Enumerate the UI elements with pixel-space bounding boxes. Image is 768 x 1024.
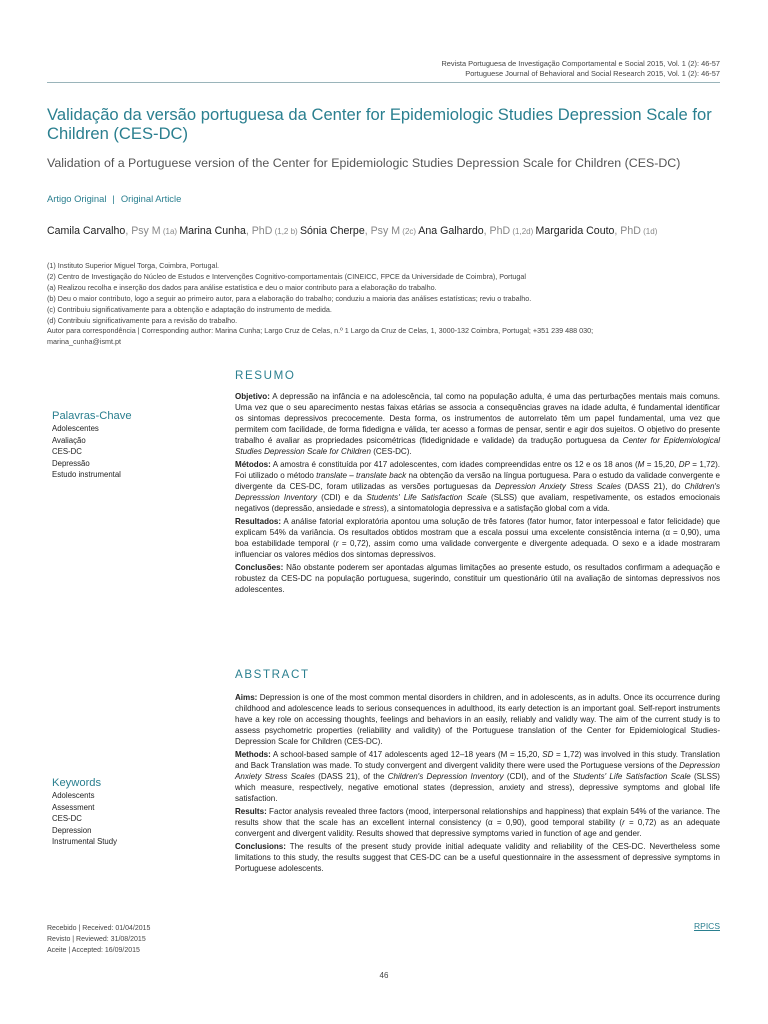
affiliation-line: (2) Centro de Investigação do Núcleo de Estudos e Intervenções Cognitivo-comportamentais (CINEICC, FPCE da Universidade de Coimbra), Portugal: [47, 271, 526, 281]
keyword: Adolescents: [52, 791, 95, 800]
keyword: Assessment: [52, 802, 95, 812]
affiliation-line: (d) Contribuiu significativamente para a revisão do trabalho.: [47, 315, 238, 325]
submission-dates: [47, 923, 150, 956]
keyword: Avaliação: [52, 435, 86, 445]
palavras-chave-title: Palavras-Chave: [52, 410, 132, 422]
resumo-heading: RESUMO: [235, 369, 296, 382]
article-type-separator: |: [112, 193, 115, 204]
resumo-resultados: Resultados: A análise fatorial exploratória apontou uma solução de três fatores (fator humor, fator interpessoal e fator felicidade) que explicam 54% da variância. Os resultados obtidos mostram que a escala possui uma excelente consistência interna (α = 0,90), uma boa estabilidade temporal (r = 0,72), assim como uma validade convergente e divergente adequada. O sexo e a idade mostraram influenciar os valores médios dos sintomas depressivos.: [235, 517, 720, 559]
affiliation-line: (a) Realizou recolha e inserção dos dados para análise estatística e deu o maior contributo para a elaboração do trabalho.: [47, 282, 437, 292]
author-name: Margarida Couto: [535, 225, 615, 237]
label-metodos: Métodos:: [235, 460, 271, 469]
article-type-pt: Artigo Original: [47, 193, 107, 204]
affiliation-line: (b) Deu o maior contributo, logo a seguir ao primeiro autor, para a elaboração do trabalho; conduziu a maioria das análises estatísticas; reviu o trabalho.: [47, 293, 532, 303]
author-affiliation: (1,2d): [510, 227, 536, 236]
label-conclusions: Conclusions:: [235, 842, 286, 851]
label-objetivo: Objetivo:: [235, 392, 270, 401]
journal-line-en: Portuguese Journal of Behavioral and Social Research 2015, Vol. 1 (2): 46-57: [465, 69, 720, 78]
author-affiliation: (1d): [640, 227, 658, 236]
author-affiliation: (1,2 b): [272, 227, 300, 236]
keyword: CES-DC: [52, 447, 82, 457]
palavras-chave-block: [52, 409, 222, 481]
article-type: [47, 193, 181, 204]
abstract-methods: Methods: A school-based sample of 417 adolescents aged 12–18 years (M = 15,20, SD = 1,72) was involved in this study. Translation and Back Translation was made. To study convergent and divergent validity there were used the Portuguese versions of the Depression Anxiety Stress Scales (DASS 21), of the Children's Depression Inventory (CDI), and of the Students' Life Satisfaction Scale (SLSS) which measure, respectively, negative emotional states (depression, anxiety and stress), depressive symptoms and global life satisfaction.: [235, 750, 720, 803]
keyword: Estudo instrumental: [52, 470, 121, 480]
keywords-block: [52, 776, 222, 848]
author-degree: , PhD: [245, 225, 273, 237]
page-number: 46: [379, 971, 389, 980]
corresponding-email: marina_cunha@ismt.pt: [47, 337, 122, 347]
abstract-conclusions: Conclusions: The results of the present study provide initial adequate validity and reliability of the CES-DC. Nevertheless some limitations to this study, the results suggest that CES-DC can be a useful questionnaire in the assessment of depressive symptoms in Portuguese adolescents.: [235, 842, 720, 873]
header-divider: [47, 82, 720, 83]
author-name: Ana Galhardo: [418, 225, 484, 237]
label-resultados: Resultados:: [235, 517, 282, 526]
affiliation-line: (c) Contribuiu significativamente para a obtenção e adaptação do instrumento de medida.: [47, 304, 332, 314]
author-degree: , Psy M: [364, 225, 401, 237]
keywords-title: Keywords: [52, 777, 102, 789]
author-degree: , PhD: [483, 225, 511, 237]
affiliations: [47, 261, 727, 348]
keywords-list: [52, 790, 222, 848]
author-list: [47, 225, 727, 238]
title-english: Validation of a Portuguese version of the Center for Epidemiologic Studies Depression Scale for Children (CES-DC): [47, 156, 681, 170]
rpics-link[interactable]: RPICS: [694, 921, 720, 931]
author-name: Camila Carvalho: [47, 225, 126, 237]
author-name: Sónia Cherpe: [299, 225, 365, 237]
author-name: Marina Cunha: [179, 225, 246, 237]
title-portuguese: Validação da versão portuguesa da Center for Epidemiologic Studies Depression Scale for Children (CES-DC): [47, 105, 712, 143]
abstract-aims: Aims: Depression is one of the most common mental disorders in children, and in adolescents, as in adults. Once its occurrence during childhood and adolescence leads to serious consequences in adulthood, its early detection is an important goal. Self-report instruments have a key role on accessing thoughts, feelings and behaviors in an easily, reliably and validly way. The aim of the current study is to assess psychometric properties (reliability and validity) of the Portuguese translation of the Center for Epidemiological Studies-Depression Scale for Children (CES-DC).: [235, 693, 720, 746]
corresponding-author: Autor para correspondência | Corresponding author: Marina Cunha; Largo Cruz de Celas, n.º 1 Largo da Cruz de Celas, 1, 3000-132 Coimbra, Portugal; +351 239 488 030;: [47, 326, 594, 336]
abstract-results: Results: Factor analysis revealed three factors (mood, interpersonal relationships and happiness) that explain 54% of the variance. The results show that the scale has an excellent internal consistency (α = 0,90), good temporal stability (r = 0,72) as an adequate convergent and divergent validity. Results showed that depressive symptoms varied in function of age and gender.: [235, 807, 720, 838]
journal-line-pt: Revista Portuguesa de Investigação Comportamental e Social 2015, Vol. 1 (2): 46-57: [441, 59, 720, 68]
resumo-objetivo: Objetivo: A depressão na infância e na adolescência, tal como na população adulta, é uma das perturbações mentais mais comuns. Uma vez que o seu aparecimento nestas faixas etárias se associa a consequências graves na idade adulta, é fundamental identificar os sintomas depressivos precocemente. Desta forma, os instrumentos de autorrelato têm um papel fundamental, uma vez que permitem com facilidade, de forma fidedigna e válida, ter acesso a formas de pensar, sentir e agir dos sujeitos. O objetivo do presente trabalho é avaliar as propriedades psicométricas (fidedignidade e validade) da tradução portuguesa da Center for Epidemiological Studies Depression Scale for Children (CES-DC).: [235, 392, 721, 456]
keyword: CES-DC: [52, 814, 82, 824]
date-revised: Revisto | Reviewed: 31/08/2015: [47, 936, 146, 943]
date-received: Recebido | Received: 01/04/2015: [47, 925, 151, 932]
affiliation-line: (1) Instituto Superior Miguel Torga, Coimbra, Portugal.: [47, 261, 220, 270]
keyword: Depression: [52, 825, 92, 835]
resumo-metodos: Métodos: A amostra é constituída por 417 adolescentes, com idades compreendidas entre os 12 e os 18 anos (M = 15,20, DP = 1,72). Foi utilizado o método translate – translate back na obtenção da versão na língua portuguesa. Para o estudo da validade convergente e divergente da CES-DC, foram utilizadas as versões portuguesas da Depression Anxiety Stress Scales (DASS 21), do Children's Depresssion Inventory (CDI) e da Students' Life Satisfaction Scale (SLSS) que avaliam, respetivamente, os estados emocionais negativos (depressão, ansiedade e stress), a sintomatologia depressiva e a satisfação global com a vida.: [235, 460, 720, 513]
resumo-conclusoes: Conclusões: Não obstante poderem ser apontadas algumas limitações ao presente estudo, os resultados confirmam a adequação e robustez da CES-DC na população portuguesa, sugerindo, constituir um questionário útil na avaliação de sintomas depressivos nos adolescentes.: [235, 563, 720, 594]
author-affiliation: (1a): [160, 227, 180, 236]
label-methods: Methods:: [235, 750, 271, 759]
abstract-body: [235, 692, 720, 876]
label-conclusoes: Conclusões:: [235, 563, 284, 572]
date-accepted: Aceite | Accepted: 16/09/2015: [47, 947, 140, 954]
author-degree: , Psy M: [125, 225, 161, 237]
keyword: Depressão: [52, 458, 90, 468]
resumo-body: [235, 391, 720, 597]
keyword: Adolescentes: [52, 424, 99, 433]
author-degree: , PhD: [614, 225, 641, 237]
label-aims: Aims:: [235, 693, 258, 702]
palavras-chave-list: [52, 423, 222, 481]
label-results: Results:: [235, 807, 267, 816]
article-type-en: Original Article: [120, 193, 182, 204]
keyword: Instrumental Study: [52, 837, 118, 847]
abstract-heading: ABSTRACT: [235, 668, 310, 681]
author-affiliation: (2c): [400, 227, 419, 236]
journal-header: [441, 59, 720, 79]
